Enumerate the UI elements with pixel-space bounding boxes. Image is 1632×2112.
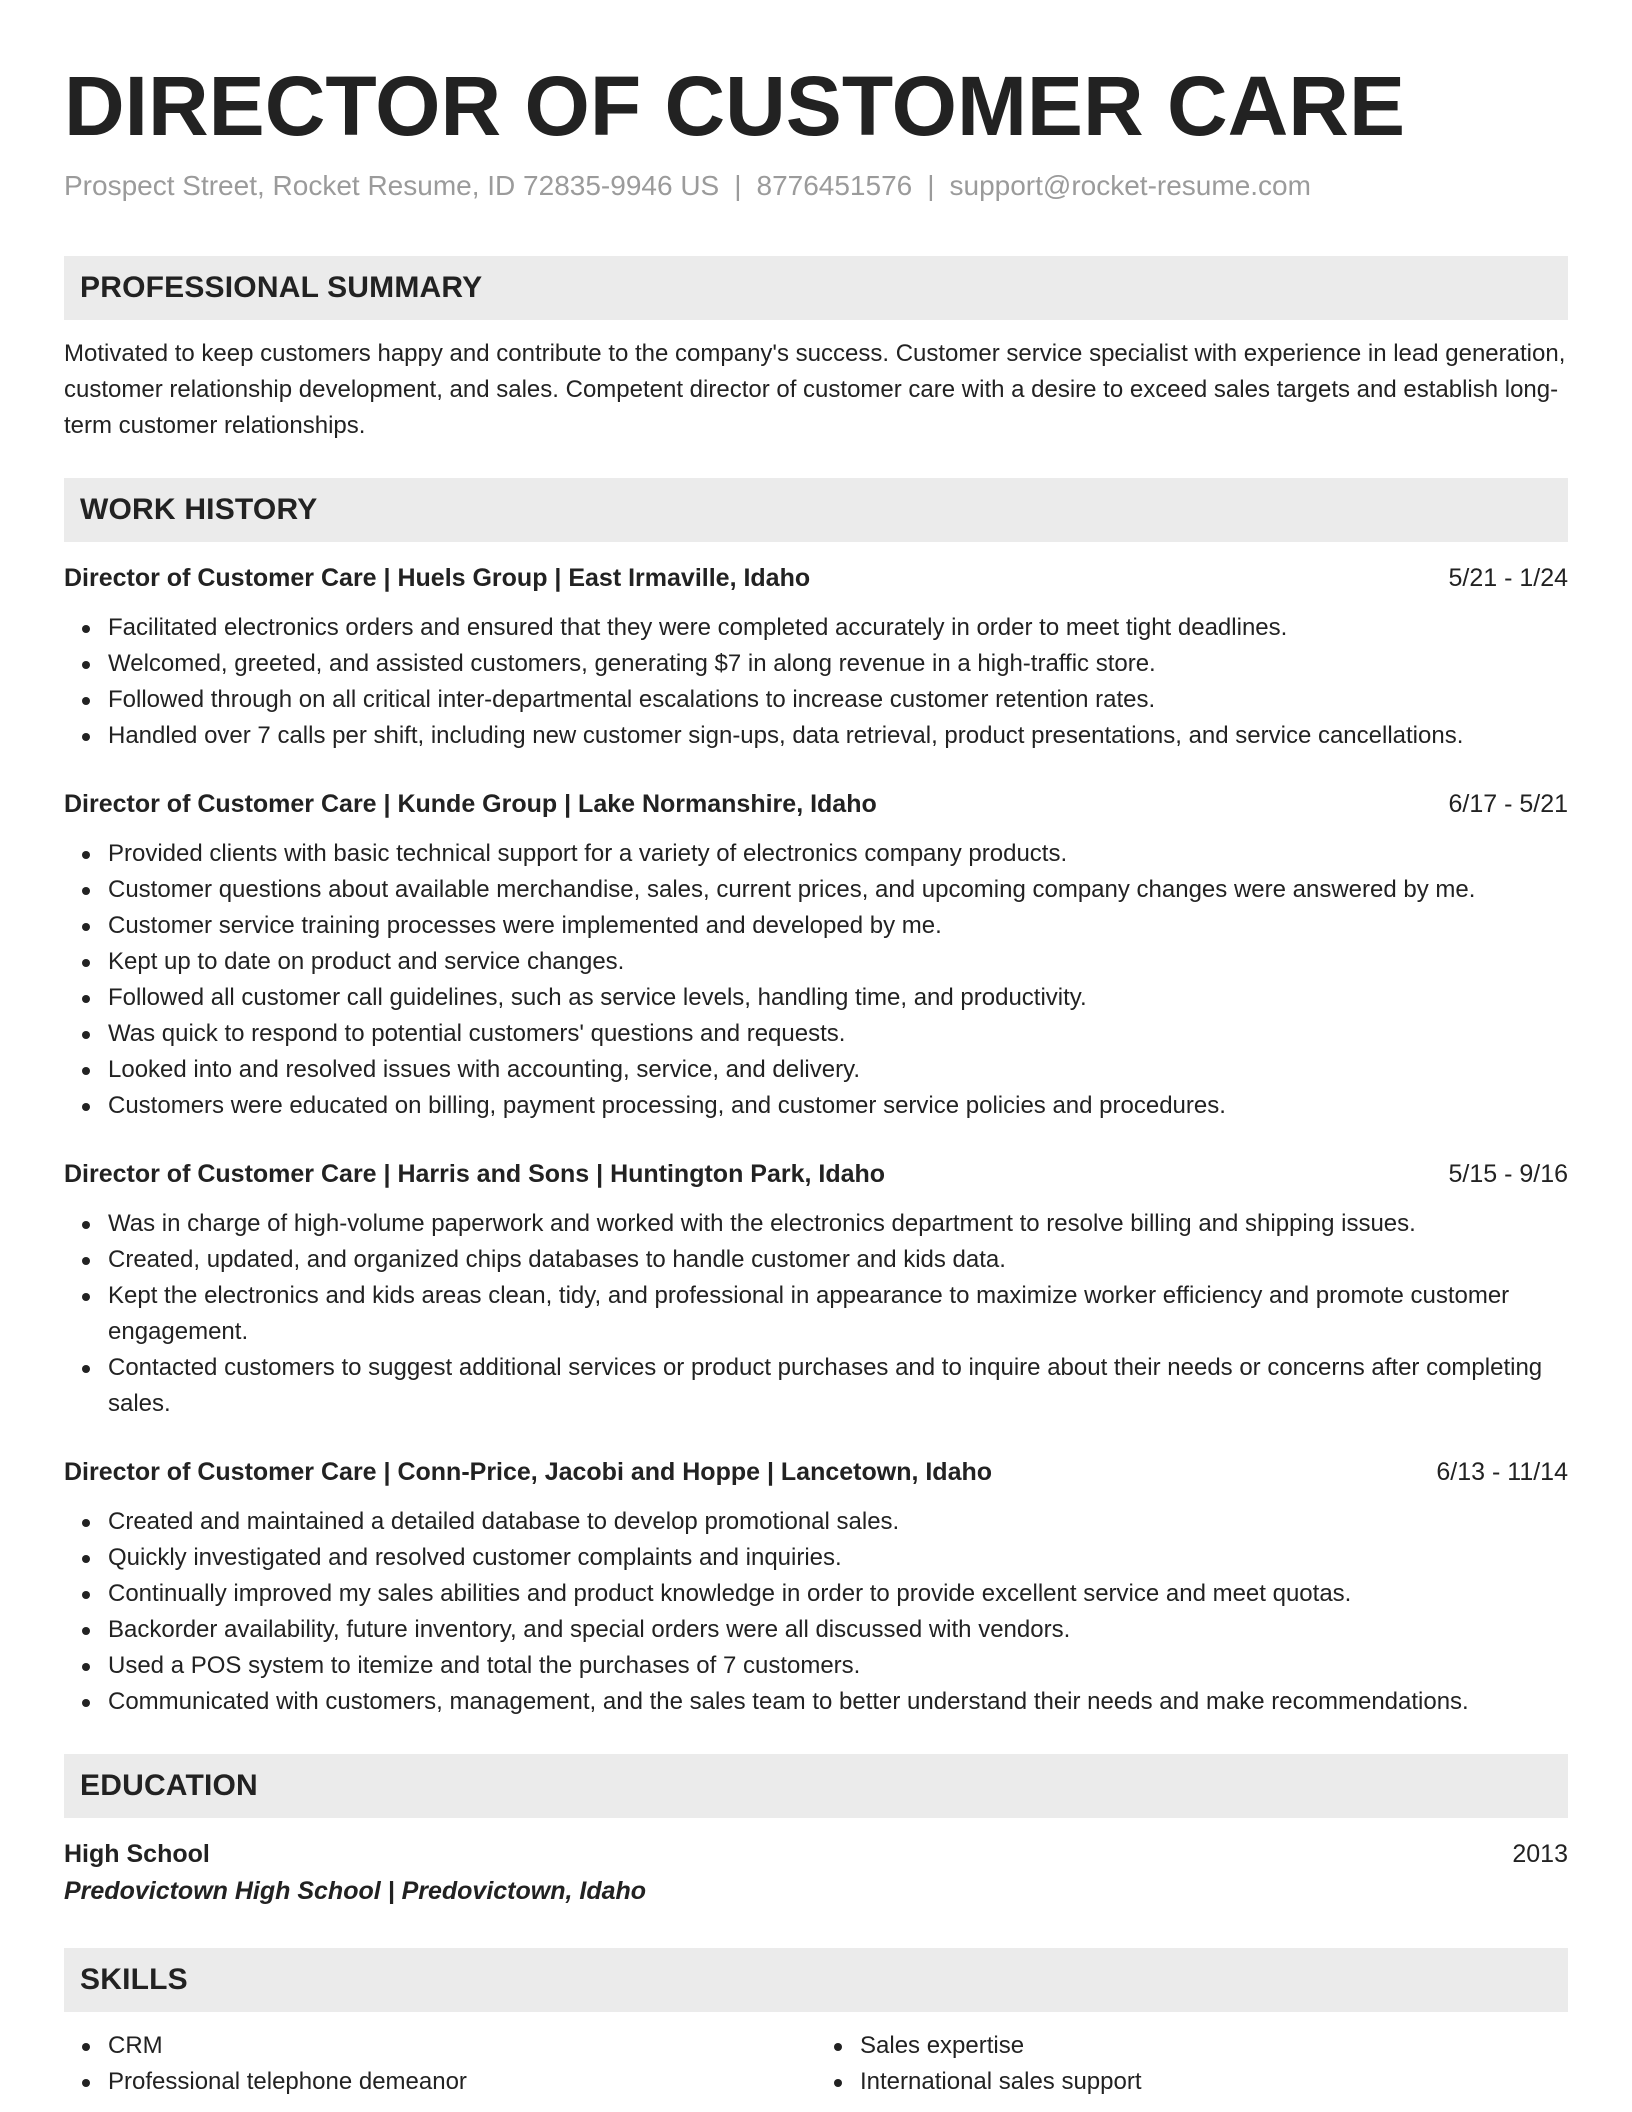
job-bullet: Created, updated, and organized chips databases to handle customer and kids data.	[108, 1242, 1568, 1278]
education-entry	[64, 1836, 1568, 1910]
education-school: Predovictown High School | Predovictown, Idaho	[64, 1877, 647, 1905]
skill-item: CRM	[108, 2028, 816, 2064]
job-bullet: Customer service training processes were implemented and developed by me.	[108, 908, 1568, 944]
job-bullet: Provided clients with basic technical support for a variety of electronics company products.	[108, 836, 1568, 872]
skills-column-right	[816, 2028, 1568, 2100]
skill-item: Professional telephone demeanor	[108, 2064, 816, 2100]
contact-separator: |	[734, 170, 742, 201]
contact-separator: |	[927, 170, 935, 201]
education-heading: EDUCATION	[64, 1754, 1568, 1818]
job-bullet: Quickly investigated and resolved customer complaints and inquiries.	[108, 1540, 1568, 1576]
job-bullets	[64, 1504, 1568, 1720]
job-title: Director of Customer Care | Huels Group | East Irmaville, Idaho	[64, 564, 811, 592]
job-dates: 5/21 - 1/24	[1448, 564, 1568, 592]
contact-address: Prospect Street, Rocket Resume, ID 72835-9946 US	[64, 170, 720, 201]
work-history-heading: WORK HISTORY	[64, 478, 1568, 542]
contact-phone: 8776451576	[756, 170, 913, 201]
skills-heading: SKILLS	[64, 1948, 1568, 2012]
job-bullet: Handled over 7 calls per shift, including new customer sign-ups, data retrieval, product presentations, and service cancellations.	[108, 718, 1568, 754]
job-bullet: Continually improved my sales abilities and product knowledge in order to provide excellent service and meet quotas.	[108, 1576, 1568, 1612]
education-year: 2013	[1512, 1840, 1568, 1868]
job-bullet: Contacted customers to suggest additional services or product purchases and to inquire about their needs or concerns after completing sales.	[108, 1350, 1568, 1422]
job-bullet: Followed all customer call guidelines, such as service levels, handling time, and productivity.	[108, 980, 1568, 1016]
summary-text: Motivated to keep customers happy and contribute to the company's success. Customer service specialist with experience in lead generation, customer relationship development, and sales. Competent director of customer care with a desire to exceed sales targets and establish long-term customer relationships.	[64, 340, 1566, 439]
resume-name: DIRECTOR OF CUSTOMER CARE	[64, 59, 1405, 153]
job-title: Director of Customer Care | Conn-Price, Jacobi and Hoppe | Lancetown, Idaho	[64, 1458, 993, 1486]
job-bullet: Customers were educated on billing, payment processing, and customer service policies and procedures.	[108, 1088, 1568, 1124]
job-entry	[64, 786, 1568, 1124]
job-dates: 6/13 - 11/14	[1436, 1458, 1568, 1486]
job-bullet: Created and maintained a detailed database to develop promotional sales.	[108, 1504, 1568, 1540]
job-bullet: Customer questions about available merchandise, sales, current prices, and upcoming company changes were answered by me.	[108, 872, 1568, 908]
job-bullets	[64, 1206, 1568, 1422]
job-entry	[64, 560, 1568, 754]
job-bullet: Backorder availability, future inventory, and special orders were all discussed with vendors.	[108, 1612, 1568, 1648]
job-bullet: Looked into and resolved issues with accounting, service, and delivery.	[108, 1052, 1568, 1088]
job-bullet: Was quick to respond to potential customers' questions and requests.	[108, 1016, 1568, 1052]
job-bullet: Kept the electronics and kids areas clean, tidy, and professional in appearance to maximize worker efficiency and promote customer engagement.	[108, 1278, 1568, 1350]
job-entry	[64, 1156, 1568, 1422]
skill-item: International sales support	[860, 2064, 1568, 2100]
job-title: Director of Customer Care | Harris and Sons | Huntington Park, Idaho	[64, 1160, 886, 1188]
job-dates: 5/15 - 9/16	[1448, 1160, 1568, 1188]
skills-column-left	[64, 2028, 816, 2100]
skill-item: Sales expertise	[860, 2028, 1568, 2064]
job-bullets	[64, 836, 1568, 1124]
job-bullets	[64, 610, 1568, 754]
contact-line	[64, 168, 1568, 204]
summary-heading: PROFESSIONAL SUMMARY	[64, 256, 1568, 320]
job-dates: 6/17 - 5/21	[1448, 790, 1568, 818]
job-bullet: Was in charge of high-volume paperwork and worked with the electronics department to resolve billing and shipping issues.	[108, 1206, 1568, 1242]
job-entry	[64, 1454, 1568, 1720]
job-bullet: Communicated with customers, management, and the sales team to better understand their needs and make recommendations.	[108, 1684, 1568, 1720]
education-degree: High School	[64, 1840, 210, 1868]
contact-email: support@rocket-resume.com	[949, 170, 1311, 201]
job-bullet: Used a POS system to itemize and total the purchases of 7 customers.	[108, 1648, 1568, 1684]
skills-list	[64, 2028, 1568, 2100]
job-bullet: Kept up to date on product and service changes.	[108, 944, 1568, 980]
job-bullet: Facilitated electronics orders and ensured that they were completed accurately in order to meet tight deadlines.	[108, 610, 1568, 646]
job-bullet: Followed through on all critical inter-departmental escalations to increase customer retention rates.	[108, 682, 1568, 718]
job-bullet: Welcomed, greeted, and assisted customers, generating $7 in along revenue in a high-traffic store.	[108, 646, 1568, 682]
job-title: Director of Customer Care | Kunde Group | Lake Normanshire, Idaho	[64, 790, 877, 818]
